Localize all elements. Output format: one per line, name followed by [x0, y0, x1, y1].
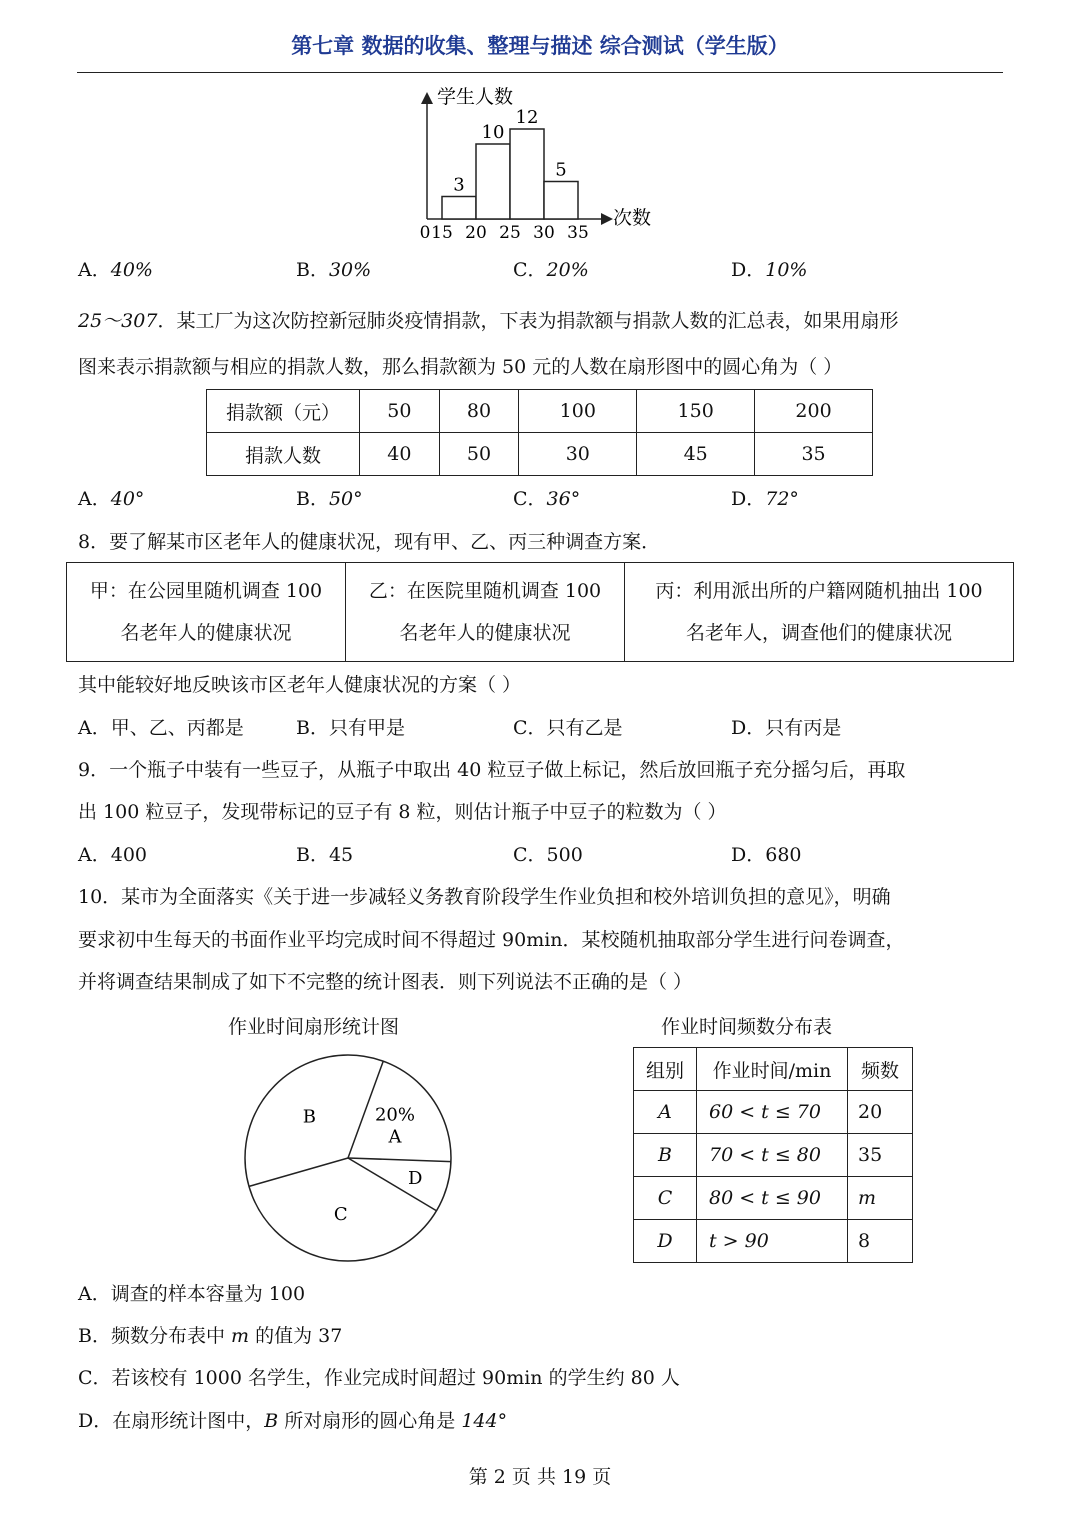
table-cell: 20 [848, 1091, 913, 1134]
table-cell: 30 [519, 433, 637, 476]
pie-slice-label: A [388, 1126, 402, 1148]
q10-option-a[interactable]: A．调查的样本容量为 100 [78, 1283, 306, 1305]
frequency-table [633, 1047, 913, 1263]
q9-option-a[interactable]: A．400 [78, 844, 147, 866]
table-cell: 50 [360, 390, 440, 433]
q7-option-b[interactable]: B．50° [296, 488, 363, 510]
table-cell: 80 [439, 390, 519, 433]
table-cell: A [634, 1091, 697, 1134]
pie-chart [238, 1052, 458, 1272]
q10-option-d[interactable]: D．在扇形统计图中，B 所对扇形的圆心角是 144° [78, 1410, 508, 1432]
plan-cell-jia: 甲：在公园里随机调查 100 名老年人的健康状况 [67, 563, 346, 662]
q7-option-d[interactable]: D．72° [731, 488, 799, 510]
histogram-bar-label: 3 [453, 174, 465, 196]
histogram-chart [405, 84, 665, 244]
table-cell: t > 90 [697, 1220, 848, 1263]
plan-cell-yi: 乙：在医院里随机调查 100 名老年人的健康状况 [346, 563, 625, 662]
histogram-bar [442, 197, 476, 220]
pie-slice-value: 20% [374, 1104, 415, 1126]
frequency-table-title: 作业时间频数分布表 [661, 1016, 833, 1038]
q7-option-c[interactable]: C．36° [513, 488, 581, 510]
pie-slice-label: B [302, 1106, 316, 1128]
table-header-cell: 捐款额（元） [207, 390, 360, 433]
plan-cell-bing: 丙：利用派出所的户籍网随机抽出 100 名老年人，调查他们的健康状况 [625, 563, 1014, 662]
table-cell: 100 [519, 390, 637, 433]
table-header-cell: 作业时间/min [697, 1048, 848, 1091]
q10-stem-line3: 并将调查结果制成了如下不完整的统计图表．则下列说法不正确的是（ ） [78, 971, 693, 993]
table-header-cell: 捐款人数 [207, 433, 360, 476]
q10-stem-line2: 要求初中生每天的书面作业平均完成时间不得超过 90min．某校随机抽取部分学生进行问卷调查， [78, 929, 905, 951]
table-cell: 8 [848, 1220, 913, 1263]
histogram-tick-label: 30 [533, 223, 555, 243]
q8-stem: 8．要了解某市区老年人的健康状况，现有甲、乙、丙三种调查方案． [78, 531, 661, 553]
q9-stem-line1: 9．一个瓶子中装有一些豆子，从瓶子中取出 40 粒豆子做上标记，然后放回瓶子充分摇匀后，再取 [78, 759, 906, 781]
histogram-bar [510, 129, 544, 219]
q10-option-c[interactable]: C．若该校有 1000 名学生，作业完成时间超过 90min 的学生约 80 人 [78, 1367, 680, 1389]
q7-stem-line2: 图来表示捐款额与相应的捐款人数，那么捐款额为 50 元的人数在扇形图中的圆心角为（ ） [78, 356, 843, 378]
q9-option-d[interactable]: D．680 [731, 844, 802, 866]
table-header-cell: 组别 [634, 1048, 697, 1091]
table-cell: 50 [439, 433, 519, 476]
q9-stem-line2: 出 100 粒豆子，发现带标记的豆子有 8 粒，则估计瓶子中豆子的粒数为（ ） [78, 801, 727, 823]
pie-slice-label: D [407, 1167, 423, 1189]
histogram-tick-label: 25 [499, 223, 521, 243]
table-cell: 35 [848, 1134, 913, 1177]
histogram-bar-label: 5 [555, 159, 567, 181]
table-cell: 40 [360, 433, 440, 476]
histogram-tick-label: 15 [431, 223, 453, 243]
histogram-bar [544, 182, 578, 220]
page-header-title: 第七章 数据的收集、整理与描述 综合测试（学生版） [291, 34, 789, 58]
prev-option-a[interactable]: A．40% [78, 259, 153, 281]
pie-chart-title: 作业时间扇形统计图 [228, 1016, 400, 1038]
prev-option-d[interactable]: D．10% [731, 259, 808, 281]
histogram-bar [476, 144, 510, 219]
table-cell: 150 [637, 390, 755, 433]
q8-question: 其中能较好地反映该市区老年人健康状况的方案（ ） [78, 674, 522, 696]
table-cell: 60 < t ≤ 70 [697, 1091, 848, 1134]
table-header-cell: 频数 [848, 1048, 913, 1091]
q7-stem-line1: 25～307．某工厂为这次防控新冠肺炎疫情捐款，下表为捐款额与捐款人数的汇总表，如果用扇形 [78, 310, 899, 332]
q9-option-c[interactable]: C．500 [513, 844, 583, 866]
table-cell: D [634, 1220, 697, 1263]
table-cell: 200 [755, 390, 873, 433]
histogram-bar-label: 10 [481, 122, 505, 143]
table-cell: 45 [637, 433, 755, 476]
table-cell: B [634, 1134, 697, 1177]
table-cell: m [848, 1177, 913, 1220]
x-axis-label: 次数 [613, 207, 652, 229]
q10-option-b[interactable]: B．频数分布表中 m 的值为 37 [78, 1325, 343, 1347]
histogram-tick-label: 0 [419, 223, 431, 243]
survey-plans-table [66, 562, 1014, 662]
table-cell: 70 < t ≤ 80 [697, 1134, 848, 1177]
q8-option-d[interactable]: D．只有丙是 [731, 717, 842, 739]
header-divider [77, 72, 1003, 73]
prev-option-b[interactable]: B．30% [296, 259, 372, 281]
q8-option-b[interactable]: B．只有甲是 [296, 717, 405, 739]
pie-slice-label: C [333, 1204, 348, 1226]
histogram-tick-label: 35 [567, 223, 589, 243]
histogram-tick-label: 20 [465, 223, 487, 243]
q8-option-c[interactable]: C．只有乙是 [513, 717, 623, 739]
q9-option-b[interactable]: B．45 [296, 844, 354, 866]
table-cell: C [634, 1177, 697, 1220]
histogram-bar-label: 12 [515, 107, 539, 128]
page-footer: 第 2 页 共 19 页 [468, 1466, 612, 1488]
table-cell: 35 [755, 433, 873, 476]
prev-option-c[interactable]: C．20% [513, 259, 589, 281]
q8-option-a[interactable]: A．甲、乙、丙都是 [78, 717, 244, 739]
q7-option-a[interactable]: A．40° [78, 488, 145, 510]
q10-stem-line1: 10．某市为全面落实《关于进一步减轻义务教育阶段学生作业负担和校外培训负担的意见》，明确 [78, 886, 891, 908]
y-axis-label: 学生人数 [437, 86, 514, 108]
donation-table [206, 389, 873, 476]
table-cell: 80 < t ≤ 90 [697, 1177, 848, 1220]
